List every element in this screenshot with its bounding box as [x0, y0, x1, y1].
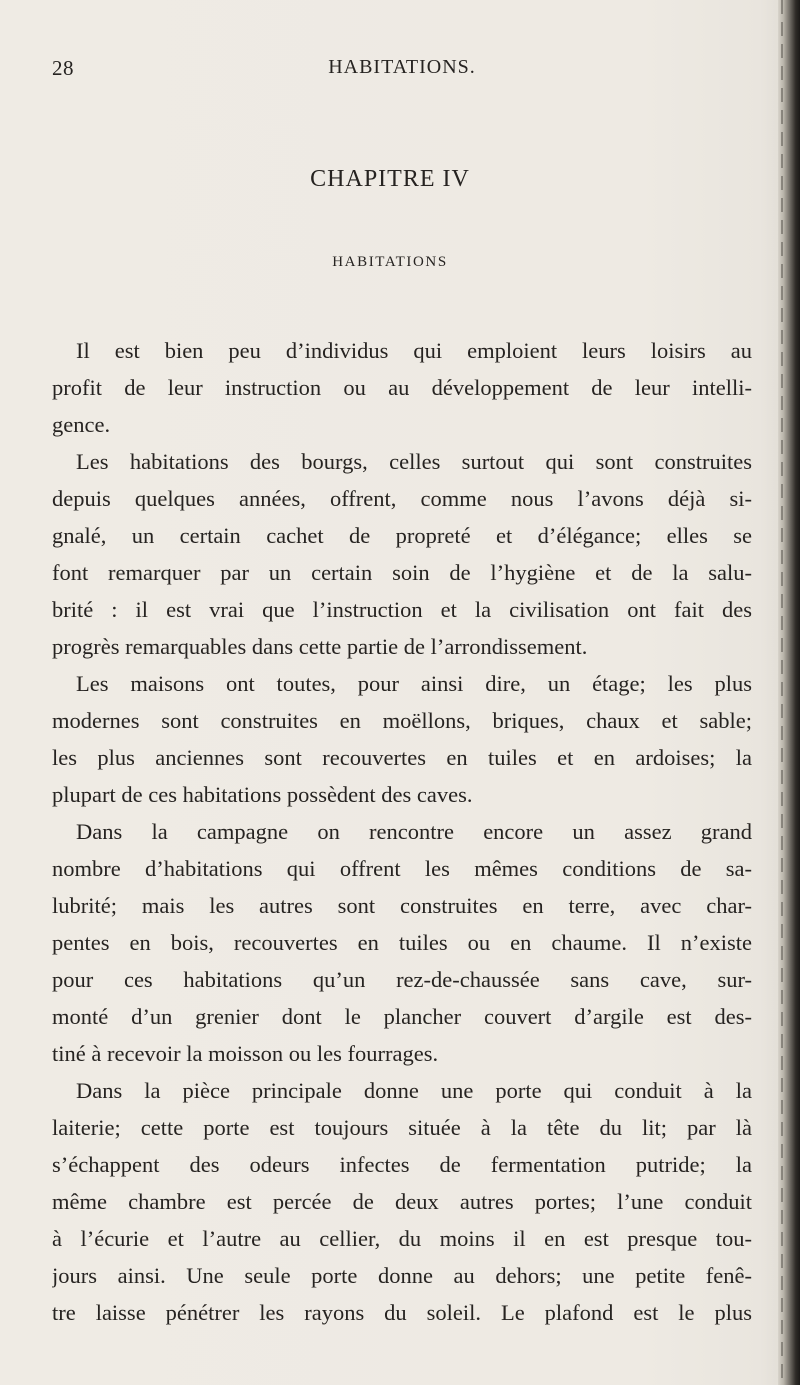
- text-line: nombre d’habitations qui offrent les mêmes conditions de sa-: [52, 856, 752, 881]
- body-text: [52, 332, 752, 1331]
- text-line: s’échappent des odeurs infectes de fermentation putride; la: [52, 1152, 752, 1177]
- text-line: progrès remarquables dans cette partie de l’arrondissement.: [52, 634, 588, 659]
- text-line: Les habitations des bourgs, celles surtout qui sont construites: [76, 449, 752, 474]
- text-line: laiterie; cette porte est toujours située à la tête du lit; par là: [52, 1115, 752, 1140]
- text-line: Dans la pièce principale donne une porte qui conduit à la: [76, 1078, 752, 1103]
- text-line: profit de leur instruction ou au développement de leur intelli-: [52, 375, 752, 400]
- text-line: les plus anciennes sont recouvertes en tuiles et en ardoises; la: [52, 745, 752, 770]
- running-title: HABITATIONS.: [328, 56, 476, 78]
- text-line: gence.: [52, 412, 111, 437]
- text-line: même chambre est percée de deux autres portes; l’une conduit: [52, 1189, 752, 1214]
- section-title: HABITATIONS: [332, 254, 448, 270]
- text-line: font remarquer par un certain soin de l’hygiène et de la salu-: [52, 560, 752, 585]
- text-line: lubrité; mais les autres sont construites en terre, avec char-: [52, 893, 752, 918]
- text-line: gnalé, un certain cachet de propreté et d’élégance; elles se: [52, 523, 752, 548]
- text-line: tre laisse pénétrer les rayons du soleil. Le plafond est le plus: [52, 1300, 752, 1325]
- text-line: modernes sont construites en moëllons, briques, chaux et sable;: [52, 708, 752, 733]
- text-line: pour ces habitations qu’un rez-de-chaussée sans cave, sur-: [52, 967, 752, 992]
- text-line: monté d’un grenier dont le plancher couvert d’argile est des-: [52, 1004, 752, 1029]
- text-line: Les maisons ont toutes, pour ainsi dire, un étage; les plus: [76, 671, 752, 696]
- page-number: 28: [52, 56, 74, 80]
- text-line: depuis quelques années, offrent, comme nous l’avons déjà si-: [52, 486, 752, 511]
- running-head: [52, 56, 752, 86]
- chapter-title: CHAPITRE IV: [310, 166, 470, 192]
- text-line: à l’écurie et l’autre au cellier, du moins il en est presque tou-: [52, 1226, 752, 1251]
- text-line: Il est bien peu d’individus qui emploient leurs loisirs au: [76, 338, 752, 363]
- binding-edge: [778, 0, 800, 1385]
- text-line: jours ainsi. Une seule porte donne au dehors; une petite fenê-: [52, 1263, 752, 1288]
- text-line: tiné à recevoir la moisson ou les fourrages.: [52, 1041, 439, 1066]
- text-line: plupart de ces habitations possèdent des caves.: [52, 782, 473, 807]
- text-line: brité : il est vrai que l’instruction et la civilisation ont fait des: [52, 597, 752, 622]
- text-line: pentes en bois, recouvertes en tuiles ou en chaume. Il n’existe: [52, 930, 752, 955]
- text-line: Dans la campagne on rencontre encore un assez grand: [76, 819, 752, 844]
